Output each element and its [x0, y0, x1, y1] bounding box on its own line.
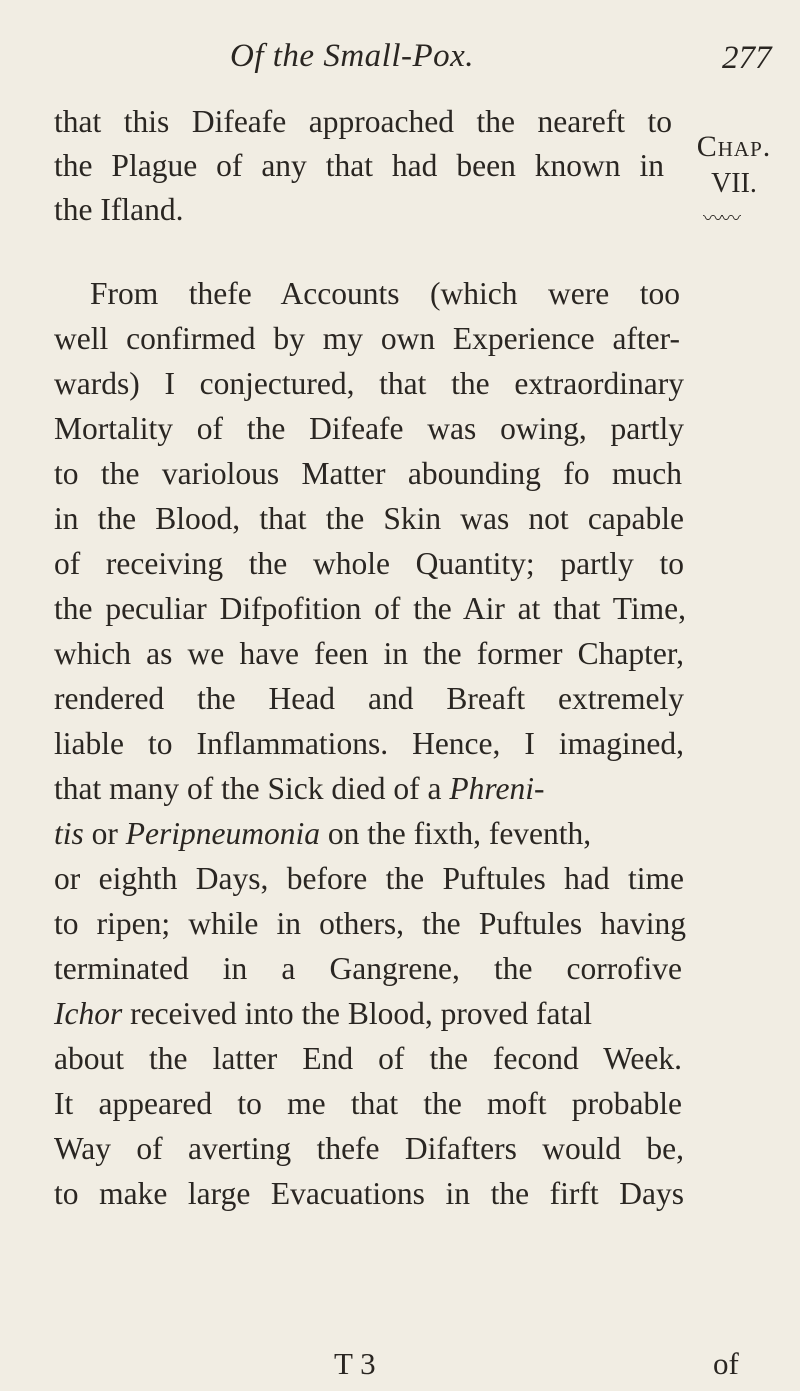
italic-term: Ichor — [54, 996, 123, 1031]
text-line-7: Mortality of the Difeafe was owing, partly — [54, 411, 684, 446]
text-line-3: the Ifland. — [54, 192, 184, 227]
text-segment: that many of the Sick died of a — [54, 771, 442, 806]
text-line-5: well confirmed by my own Experience after- — [54, 321, 680, 356]
text-line-10: of receiving the whole Quantity; partly to — [54, 546, 684, 581]
text-line-13: rendered the Head and Breaft extremely — [54, 681, 684, 716]
text-segment: or — [91, 816, 118, 851]
text-line-18: to ripen; while in others, the Puftules having — [54, 906, 686, 941]
text-line-23: Way of averting thefe Difafters would be, — [54, 1131, 684, 1166]
text-line-4: From thefe Accounts (which were too — [90, 276, 680, 311]
text-line-14: liable to Inflammations. Hence, I imagined, — [54, 726, 684, 761]
text-segment: on the fixth, feventh, — [327, 816, 592, 851]
italic-term: Phreni- — [449, 771, 545, 806]
text-line-6: wards) I conjectured, that the extraordinary — [54, 366, 684, 401]
running-title: Of the Small-Pox. — [230, 38, 475, 74]
ornament-icon: 〰〰 — [703, 208, 739, 230]
text-line-16 — [54, 818, 591, 850]
text-line-21: about the latter End of the fecond Week. — [54, 1041, 682, 1076]
text-line-1: that this Difeafe approached the neareft to — [54, 104, 672, 139]
text-segment: received into the Blood, proved fatal — [130, 996, 592, 1031]
text-line-11: the peculiar Difpofition of the Air at that Time, — [54, 591, 686, 626]
text-line-22: It appeared to me that the moft probable — [54, 1086, 682, 1121]
text-line-9: in the Blood, that the Skin was not capable — [54, 501, 684, 536]
chapter-label: Chap. — [696, 130, 772, 163]
catchword: of — [713, 1346, 739, 1381]
text-line-24: to make large Evacuations in the firft Days — [54, 1176, 684, 1211]
italic-term: Peripneumonia — [125, 816, 320, 851]
text-line-2: the Plague of any that had been known in — [54, 148, 664, 183]
italic-term: tis — [54, 816, 84, 851]
text-line-17: or eighth Days, before the Puftules had time — [54, 861, 684, 896]
signature-mark: T 3 — [334, 1346, 376, 1381]
text-line-19: terminated in a Gangrene, the corrofive — [54, 951, 682, 986]
page-number: 277 — [722, 40, 772, 76]
text-line-8: to the variolous Matter abounding fo much — [54, 456, 682, 491]
chapter-number: VII. — [711, 168, 757, 199]
text-line-15 — [54, 773, 544, 805]
chapter-margin-note — [674, 130, 794, 200]
text-line-12: which as we have feen in the former Chapter, — [54, 636, 684, 671]
text-line-20 — [54, 998, 592, 1030]
